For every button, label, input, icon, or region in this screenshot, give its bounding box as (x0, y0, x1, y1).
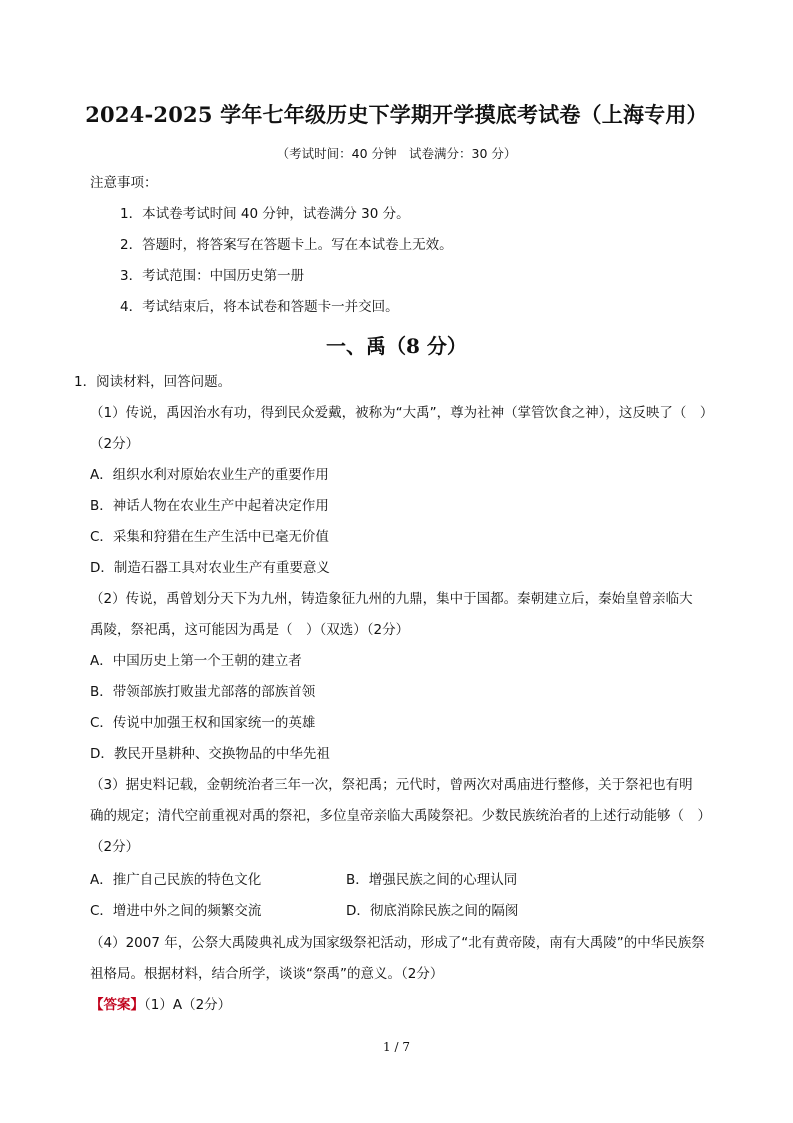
q1-text: （1）传说，禹因治水有功，得到民众爱戴，被称为“大禹”，尊为社神（掌管饮食之神），这反映了（ ） (90, 405, 714, 421)
q1-option-d: D．制造石器工具对农业生产有重要意义 (90, 560, 330, 576)
q3-option-d: D．彻底消除民族之间的隔阂 (346, 903, 519, 919)
q2-option-a: A．中国历史上第一个王朝的建立者 (90, 653, 302, 669)
q2-option-b: B．带领部族打败蚩尤部落的部族首领 (90, 684, 316, 700)
q4-text-cont: 祖格局。根据材料，结合所学，谈谈“祭禹”的意义。（2分） (90, 966, 444, 982)
q2-text: （2）传说，禹曾划分天下为九州，铸造象征九州的九鼎，集中于国都。秦朝建立后，秦始皇曾亲临大 (90, 591, 693, 607)
answer-tag: 【答案】 (90, 997, 144, 1013)
answer-line (90, 999, 231, 1013)
q2-option-c: C．传说中加强王权和国家统一的英雄 (90, 715, 316, 731)
q2-text-cont: 禹陵，祭祀禹，这可能因为禹是（ ）（双选）（2分） (90, 622, 410, 638)
page-title: 2024-2025 学年七年级历史下学期开学摸底考试卷（上海专用） (85, 102, 708, 127)
q4-text: （4）2007 年，公祭大禹陵典礼成为国家级祭祀活动，形成了“北有黄帝陵，南有大禹陵”的中华民族祭 (90, 935, 705, 951)
q3-option-a: A．推广自己民族的特色文化 (90, 872, 262, 888)
q3-text-cont: 确的规定；清代空前重视对禹的祭祀，多位皇帝亲临大禹陵祭祀。少数民族统治者的上述行动能够（ ） (90, 808, 711, 824)
note-item: 4．考试结束后，将本试卷和答题卡一并交回。 (120, 299, 399, 315)
q1-option-b: B．神话人物在农业生产中起着决定作用 (90, 498, 329, 514)
notes-heading: 注意事项： (90, 175, 158, 191)
exam-info: （考试时间：40 分钟 试卷满分：30 分） (276, 146, 517, 161)
answer-text: （1）A（2分） (144, 997, 232, 1013)
note-item: 2．答题时，将答案写在答题卡上。写在本试卷上无效。 (120, 237, 453, 253)
page-number: 1 / 7 (383, 1040, 410, 1054)
q3-option-c: C．增进中外之间的频繁交流 (90, 903, 262, 919)
q1-option-a: A．组织水利对原始农业生产的重要作用 (90, 467, 329, 483)
q2-option-d: D．教民开垦耕种、交换物品的中华先祖 (90, 746, 330, 762)
section-title: 一、禹（8 分） (326, 334, 467, 358)
q3-option-b: B．增强民族之间的心理认同 (346, 872, 518, 888)
note-item: 3．考试范围：中国历史第一册 (120, 268, 305, 284)
q3-text: （3）据史料记载，金朝统治者三年一次，祭祀禹；元代时，曾两次对禹庙进行整修，关于祭祀也有明 (90, 777, 693, 793)
note-item: 1．本试卷考试时间 40 分钟，试卷满分 30 分。 (120, 206, 410, 222)
q3-points: （2分） (90, 839, 140, 855)
q1-points: （2分） (90, 436, 140, 452)
question-stem: 1．阅读材料，回答问题。 (74, 374, 232, 390)
q1-option-c: C．采集和狩猎在生产生活中已毫无价值 (90, 529, 329, 545)
